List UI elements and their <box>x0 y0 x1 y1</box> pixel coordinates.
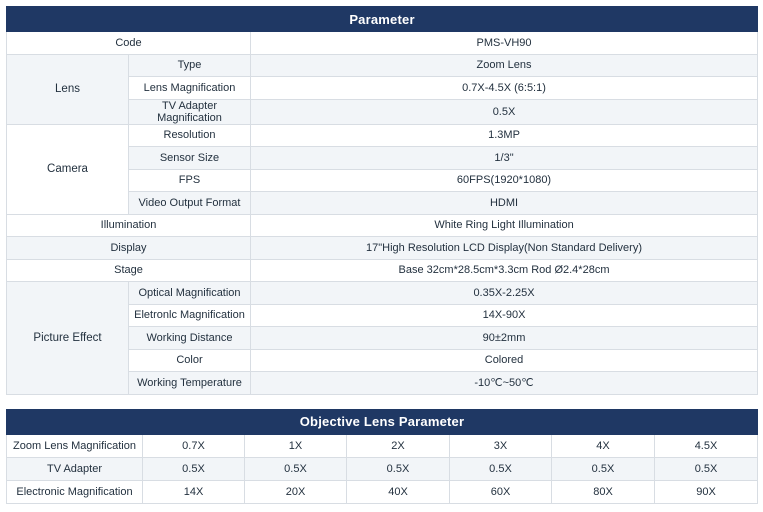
row-category-picture-effect: Picture Effect <box>7 282 129 395</box>
row-value-color: Colored <box>251 349 758 372</box>
cell-zoom-3: 2X <box>347 434 450 457</box>
row-value-code: PMS-VH90 <box>251 32 758 55</box>
row-value-optical-magnification: 0.35X-2.25X <box>251 282 758 305</box>
table-row <box>7 214 758 237</box>
cell-zoom-4: 3X <box>450 434 552 457</box>
row-value-lens-type: Zoom Lens <box>251 54 758 77</box>
row-value-working-temperature: -10℃~50℃ <box>251 372 758 395</box>
row-value-resolution: 1.3MP <box>251 124 758 147</box>
row-label-video-output-format: Video Output Format <box>129 192 251 215</box>
row-value-sensor-size: 1/3" <box>251 147 758 170</box>
cell-zoom-1: 0.7X <box>143 434 245 457</box>
row-value-working-distance: 90±2mm <box>251 327 758 350</box>
row-category-lens: Lens <box>7 54 129 124</box>
cell-tv-6: 0.5X <box>655 457 758 480</box>
row-label-stage: Stage <box>7 259 251 282</box>
row-label-color: Color <box>129 349 251 372</box>
row-label-working-temperature: Working Temperature <box>129 372 251 395</box>
row-label-lens-magnification: Lens Magnification <box>129 77 251 100</box>
row-value-lens-magnification: 0.7X-4.5X (6:5:1) <box>251 77 758 100</box>
objective-lens-parameter-table <box>6 409 758 504</box>
cell-tv-3: 0.5X <box>347 457 450 480</box>
parameter-table <box>6 6 758 395</box>
row-value-display: 17"High Resolution LCD Display(Non Standard Delivery) <box>251 237 758 260</box>
table-row <box>7 124 758 147</box>
row-label-tv-adapter-magnification: TV Adapter Magnification <box>129 99 251 124</box>
row-category-camera: Camera <box>7 124 129 214</box>
row-label-lens-type: Type <box>129 54 251 77</box>
table-row <box>7 237 758 260</box>
cell-elec-5: 80X <box>552 480 655 503</box>
cell-tv-2: 0.5X <box>245 457 347 480</box>
cell-elec-6: 90X <box>655 480 758 503</box>
table-row <box>7 457 758 480</box>
table-row <box>7 480 758 503</box>
row-label-optical-magnification: Optical Magnification <box>129 282 251 305</box>
parameter-table-body <box>7 32 758 395</box>
cell-elec-4: 60X <box>450 480 552 503</box>
parameter-table-title-row <box>7 7 758 32</box>
row-label-display: Display <box>7 237 251 260</box>
row-label-working-distance: Working Distance <box>129 327 251 350</box>
row-value-electronic-magnification: 14X-90X <box>251 304 758 327</box>
cell-elec-1: 14X <box>143 480 245 503</box>
row-value-illumination: White Ring Light Illumination <box>251 214 758 237</box>
table-row <box>7 282 758 305</box>
row-value-fps: 60FPS(1920*1080) <box>251 169 758 192</box>
row-label-sensor-size: Sensor Size <box>129 147 251 170</box>
cell-zoom-5: 4X <box>552 434 655 457</box>
row-label-code: Code <box>7 32 251 55</box>
row-value-video-output-format: HDMI <box>251 192 758 215</box>
cell-zoom-2: 1X <box>245 434 347 457</box>
row-label-fps: FPS <box>129 169 251 192</box>
row-label-illumination: Illumination <box>7 214 251 237</box>
row-label-resolution: Resolution <box>129 124 251 147</box>
objective-table-title: Objective Lens Parameter <box>7 409 758 434</box>
objective-table-title-row <box>7 409 758 434</box>
cell-tv-1: 0.5X <box>143 457 245 480</box>
cell-tv-4: 0.5X <box>450 457 552 480</box>
row-label-zoom-lens-magnification: Zoom Lens Magnification <box>7 434 143 457</box>
table-row <box>7 259 758 282</box>
table-row <box>7 32 758 55</box>
objective-table-body <box>7 434 758 503</box>
row-value-tv-adapter-magnification: 0.5X <box>251 99 758 124</box>
row-label-electronic-magnification: Electronic Magnification <box>7 480 143 503</box>
table-row <box>7 54 758 77</box>
row-value-stage: Base 32cm*28.5cm*3.3cm Rod Ø2.4*28cm <box>251 259 758 282</box>
parameter-table-title: Parameter <box>7 7 758 32</box>
row-label-electronic-magnification: Eletronlc Magnification <box>129 304 251 327</box>
row-label-tv-adapter: TV Adapter <box>7 457 143 480</box>
cell-tv-5: 0.5X <box>552 457 655 480</box>
cell-elec-3: 40X <box>347 480 450 503</box>
cell-zoom-6: 4.5X <box>655 434 758 457</box>
cell-elec-2: 20X <box>245 480 347 503</box>
table-row <box>7 434 758 457</box>
